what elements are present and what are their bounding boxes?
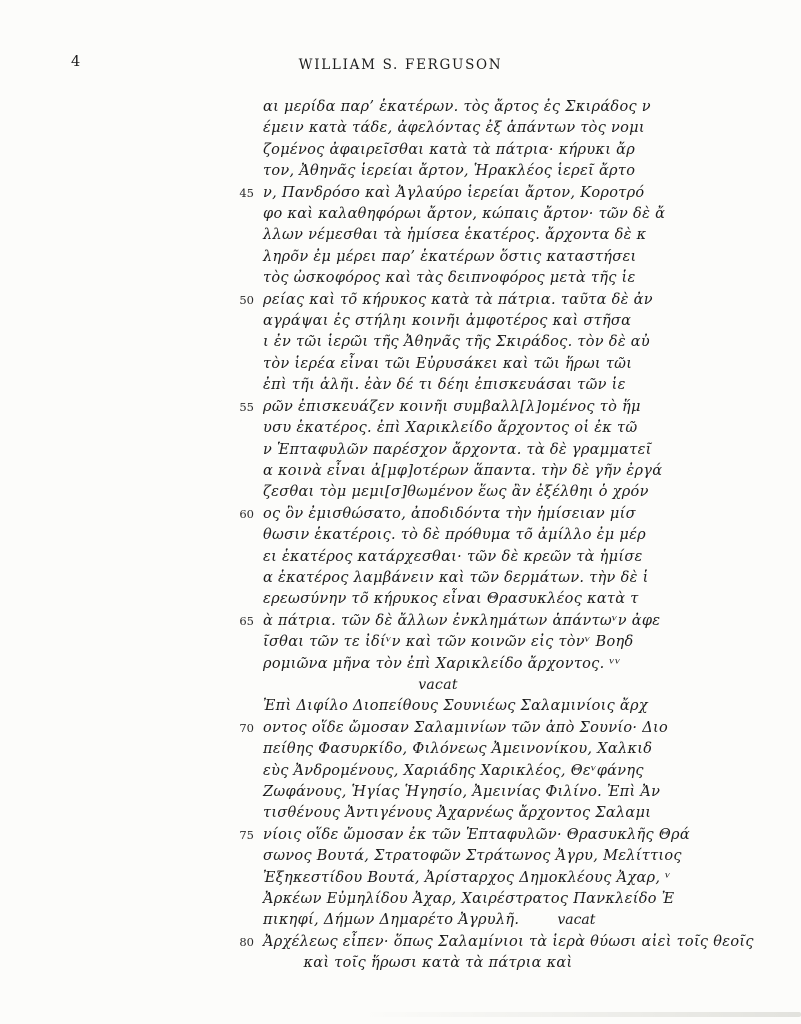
- greek-line-text: ζομένος ἀφαιρεῖσθαι κατὰ τὰ πάτρια· κήρυκι ἄρ: [263, 141, 636, 158]
- inscription-line: [210, 375, 801, 396]
- greek-line-text: θωσιν ἑκατέροις. τὸ δὲ πρόθυμα το̃ ἀμίλλο ἐμ μέρ: [263, 527, 646, 544]
- greek-line-text: οντος οἵδε ὤμοσαν Σαλαμινίων τῶν ἀπὸ Σουνίο· Διο: [263, 719, 668, 736]
- greek-line-text: vacat: [418, 676, 458, 693]
- greek-line-text: φο καὶ καλαθηφόρωι ἄρτον, κώπαις ἄρτον· τῶν δὲ ἄ: [263, 206, 666, 223]
- inscription-line: [210, 932, 801, 953]
- inscription-line: [210, 118, 801, 139]
- vacat-marker-line: [210, 675, 801, 696]
- line-number: 45: [239, 185, 254, 200]
- inscription-line: [210, 632, 801, 653]
- greek-line-text: ι ἐν τῶι ἱερῶι τῆς Ἀθηνᾶς τῆς Σκιράδος. τὸν δὲ αὐ: [263, 334, 651, 351]
- line-number: 60: [239, 506, 254, 521]
- greek-line-text: αι μερίδα παρ’ ἑκατέρων. τὸς ἄρτος ἐς Σκιράδος ν: [263, 99, 651, 115]
- inscription-line: [210, 739, 801, 760]
- inscription-line: [210, 204, 801, 225]
- inscription-line: [210, 183, 801, 204]
- inscription-line: [210, 846, 801, 867]
- greek-line-text: ἐπὶ τῆι ἁλῆι. ἐὰν δέ τι δέηι ἐπισκευάσαι τῶν ἱε: [263, 377, 626, 394]
- greek-line-text: ῖσθαι τῶν τε ἰδίᵛν καὶ τῶν κοινῶν εἰς τὸνᵛ Βοηδ: [263, 634, 634, 651]
- greek-line-text: ρείας καὶ το̃ κήρυκος κατὰ τὰ πάτρια. ταῦτα δὲ ἀν: [263, 291, 653, 308]
- inscription-line: [210, 547, 801, 568]
- greek-line-text: Ζωφάνους, Ἡγίας Ἡγησίο, Ἀμεινίας Φιλίνο. Ἐπὶ Ἀν: [263, 784, 661, 800]
- inscription-line: [210, 354, 801, 375]
- inscription-line: [210, 440, 801, 461]
- greek-line-text: αγράψαι ἐς στήληι κοινῆι ἀμφοτέρος καὶ στῆσα: [263, 313, 632, 330]
- inscription-line: [210, 332, 801, 353]
- inscription-line: [210, 782, 801, 803]
- line-number: 65: [239, 613, 254, 628]
- inscription-line: [210, 761, 801, 782]
- greek-line-text: υσυ ἑκατέρος. ἐπὶ Χαρικλείδο ἄρχοντος οἱ ἐκ τῶ: [263, 420, 638, 437]
- greek-line-text: τισθένους Ἀντιγένους Ἀχαρνέως ἄρχοντος Σαλαμι: [263, 805, 652, 822]
- inscription-line: [210, 953, 801, 974]
- greek-line-text: Ἐπὶ Διφίλο Διοπείθους Σουνιέως Σαλαμινίοις ἄρχ: [263, 698, 648, 715]
- line-number: 50: [239, 292, 254, 307]
- greek-line-text: ος ὃν ἐμισθώσατο, ἀποδιδόντα τὴν ἡμίσειαν μίσ: [263, 505, 636, 522]
- inscription-line: [210, 568, 801, 589]
- vacat-label: vacat: [557, 912, 596, 929]
- inscription-line: [210, 161, 801, 182]
- greek-line-text: εὺς Ἀνδρομένους, Χαριάδης Χαρικλέος, Θεᵛφάνης: [263, 762, 644, 779]
- greek-line-text: πείθης Φασυρκίδο, Φιλόνεως Ἀμεινονίκου, Χαλκιδ: [263, 741, 653, 758]
- inscription-line: [210, 525, 801, 546]
- greek-line-text: ρομιῶνα μῆνα τὸν ἐπὶ Χαρικλείδο ἄρχοντος. ᵛᵛ: [263, 655, 621, 672]
- inscription-line: [210, 696, 801, 717]
- line-number: 55: [239, 399, 254, 414]
- inscription-line: [210, 418, 801, 439]
- greek-line-text: ει ἑκατέρος κατάρχεσθαι· τῶν δὲ κρεῶν τὰ ἡμίσε: [263, 548, 643, 565]
- greek-line-text: ρῶν ἐπισκευάζεν κοινῆι συμβαλλ[λ]ομένος τὸ ἥμ: [263, 398, 641, 415]
- inscription-line: [210, 654, 801, 675]
- inscription-line: [210, 290, 801, 311]
- inscription-line: [210, 140, 801, 161]
- inscription-line: [210, 225, 801, 246]
- greek-line-text: τον, Ἀθηνᾶς ἱερείαι ἄρτον, Ἡρακλέος ἱερεῖ ἄρτο: [263, 163, 636, 180]
- inscription-line: [210, 97, 801, 118]
- page-header: [0, 54, 801, 74]
- inscription-line: [210, 889, 801, 910]
- inscription-line: [210, 589, 801, 610]
- greek-line-text: Ἀρχέλεως εἶπεν· ὅπως Σαλαμίνιοι τὰ ἱερὰ θύωσι αἰεὶ τοῖς θεοῖς: [263, 933, 754, 950]
- greek-line-text: πικηφί, Δήμων Δημαρέτο Ἀγρυλῆ.: [263, 912, 520, 929]
- greek-line-text: ζεσθαι τὸμ μεμι[σ]θωμένον ἕως ἂν ἐξέλθηι ὁ χρόν: [263, 484, 649, 501]
- inscription-line: [210, 461, 801, 482]
- line-number: 80: [239, 934, 254, 949]
- greek-line-text: α ἑκατέρος λαμβάνειν καὶ τῶν δερμάτων. τὴν δὲ ἱ: [263, 569, 649, 586]
- inscription-line: [210, 504, 801, 525]
- inscription-line: [210, 910, 801, 931]
- inscription-line: [210, 397, 801, 418]
- greek-line-text: λλων νέμεσθαι τὰ ἡμίσεα ἑκατέρος. ἄρχοντα δὲ κ: [263, 227, 647, 244]
- inscription-line: [210, 611, 801, 632]
- inscription-line: [210, 311, 801, 332]
- inscription-line: [210, 247, 801, 268]
- greek-line-text: ληρο̃ν ἐμ μέρει παρ’ ἑκατέρων ὅστις καταστήσει: [263, 248, 637, 265]
- inscription-text-block: [210, 97, 801, 975]
- greek-line-text: Ἀρκέων Εὐμηλίδου Ἀχαρ, Χαιρέστρατος Πανκλείδο Ἐ: [263, 891, 675, 908]
- scan-edge-artifact: [361, 1012, 801, 1017]
- greek-line-text: τὸν ἱερέα εἶναι τῶι Εὐρυσάκει καὶ τῶι ἥρωι τῶι: [263, 355, 633, 372]
- line-number: 75: [239, 827, 254, 842]
- greek-line-text: ν, Πανδρόσο καὶ Ἀγλαύρο ἱερείαι ἄρτον, Κοροτρό: [263, 184, 645, 201]
- greek-line-text: τὸς ὠσκοφόρος καὶ τὰς δειπνοφόρος μετὰ τῆς ἱε: [263, 270, 636, 287]
- running-head-title: WILLIAM S. FERGUSON: [298, 57, 503, 73]
- page-number: 4: [71, 54, 81, 70]
- greek-line-text: έμειν κατὰ τάδε, ἀφελόντας ἐξ ἁπάντων τὸς νομι: [263, 120, 645, 137]
- greek-line-text: ερεωσύνην το̃ κήρυκος εἶναι Θρασυκλέος κατὰ τ: [263, 591, 639, 608]
- inscription-line: [210, 803, 801, 824]
- inscription-line: [210, 868, 801, 889]
- inscription-line: [210, 482, 801, 503]
- greek-line-text: σωνος Βουτά, Στρατοφῶν Στράτωνος Ἀγρυ, Μελίττιος: [263, 848, 682, 865]
- line-number: 70: [239, 720, 254, 735]
- inscription-line: [210, 718, 801, 739]
- greek-line-text: Ἐξηκεστίδου Βουτά, Ἀρίσταρχος Δημοκλέους Ἀχαρ, ᵛ: [263, 869, 671, 886]
- inscription-line: [210, 268, 801, 289]
- inscription-line: [210, 825, 801, 846]
- greek-line-text: α κοινὰ εἶναι ἀ[μφ]οτέρων ἅπαντα. τὴν δὲ γῆν ἐργά: [263, 462, 663, 479]
- greek-line-text: ν Ἑπταφυλῶν παρέσχον ἄρχοντα. τὰ δὲ γραμματεῖ: [263, 441, 652, 458]
- greek-line-text: ὰ πάτρια. τῶν δὲ ἄλλων ἐνκλημάτων ἁπάντωᵛν ἀφε: [263, 612, 661, 629]
- greek-line-text: νίοις οἵδε ὤμοσαν ἐκ τῶν Ἑπταφυλῶν· Θρασυκλῆς Θρά: [263, 826, 690, 843]
- greek-line-text: καὶ τοῖς ἥρωσι κατὰ τὰ πάτρια καὶ: [303, 955, 573, 972]
